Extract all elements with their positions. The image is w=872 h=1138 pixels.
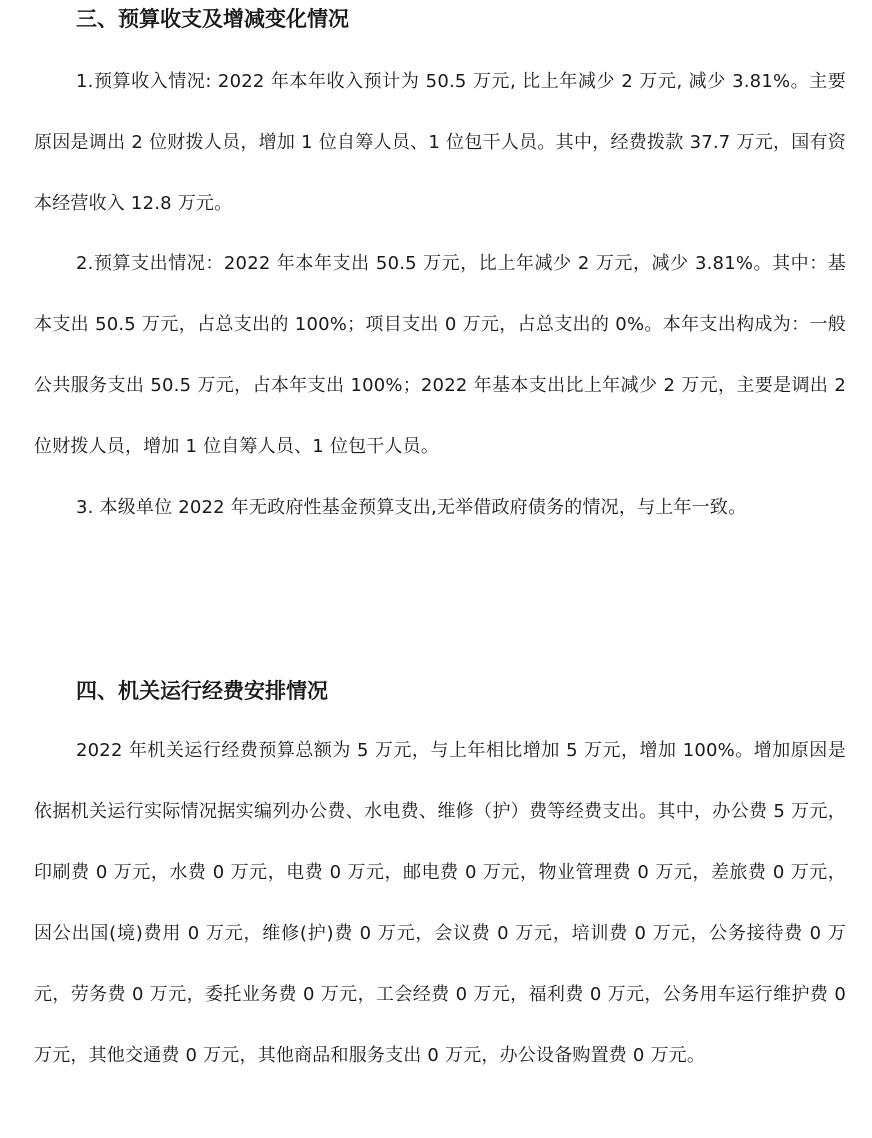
paragraph-government-fund: 3. 本级单位 2022 年无政府性基金预算支出,无举借政府债务的情况，与上年一致。	[76, 497, 747, 518]
paragraph-budget-expenditure: 2.预算支出情况：2022 年本年支出 50.5 万元，比上年减少 2 万元，减少 3.81%。其中：基本支出 50.5 万元，占总支出的 100%；项目支出 0 万元，占总支出的 0%。本年支出构成为：一般公共服务支出 50.5 万元，占本年支出 100%；2022 年基本支出比上年减少 2 万元，主要是调出 2 位财拨人员，增加 1 位自筹人员、1 位包干人员。	[34, 253, 846, 457]
paragraph-operating-expenses: 2022 年机关运行经费预算总额为 5 万元，与上年相比增加 5 万元，增加 100%。增加原因是依据机关运行实际情况据实编列办公费、水电费、维修（护）费等经费支出。其中，办公费 5 万元，印刷费 0 万元，水费 0 万元，电费 0 万元，邮电费 0 万元，物业管理费 0 万元，差旅费 0 万元，因公出国(境)费用 0 万元，维修(护)费 0 万元，会议费 0 万元，培训费 0 万元，公务接待费 0 万元，劳务费 0 万元，委托业务费 0 万元，工会经费 0 万元，福利费 0 万元，公务用车运行维护费 0 万元，其他交通费 0 万元，其他商品和服务支出 0 万元，办公设备购置费 0 万元。	[34, 740, 846, 1066]
section-heading-budget-changes: 三、预算收支及增减变化情况	[76, 7, 349, 31]
paragraph-budget-income: 1.预算收入情况: 2022 年本年收入预计为 50.5 万元, 比上年减少 2 万元, 减少 3.81%。主要原因是调出 2 位财拨人员，增加 1 位自筹人员、1 位包干人员。其中，经费拨款 37.7 万元，国有资本经营收入 12.8 万元。	[34, 71, 846, 214]
section-heading-operating-expenses: 四、机关运行经费安排情况	[76, 679, 328, 703]
